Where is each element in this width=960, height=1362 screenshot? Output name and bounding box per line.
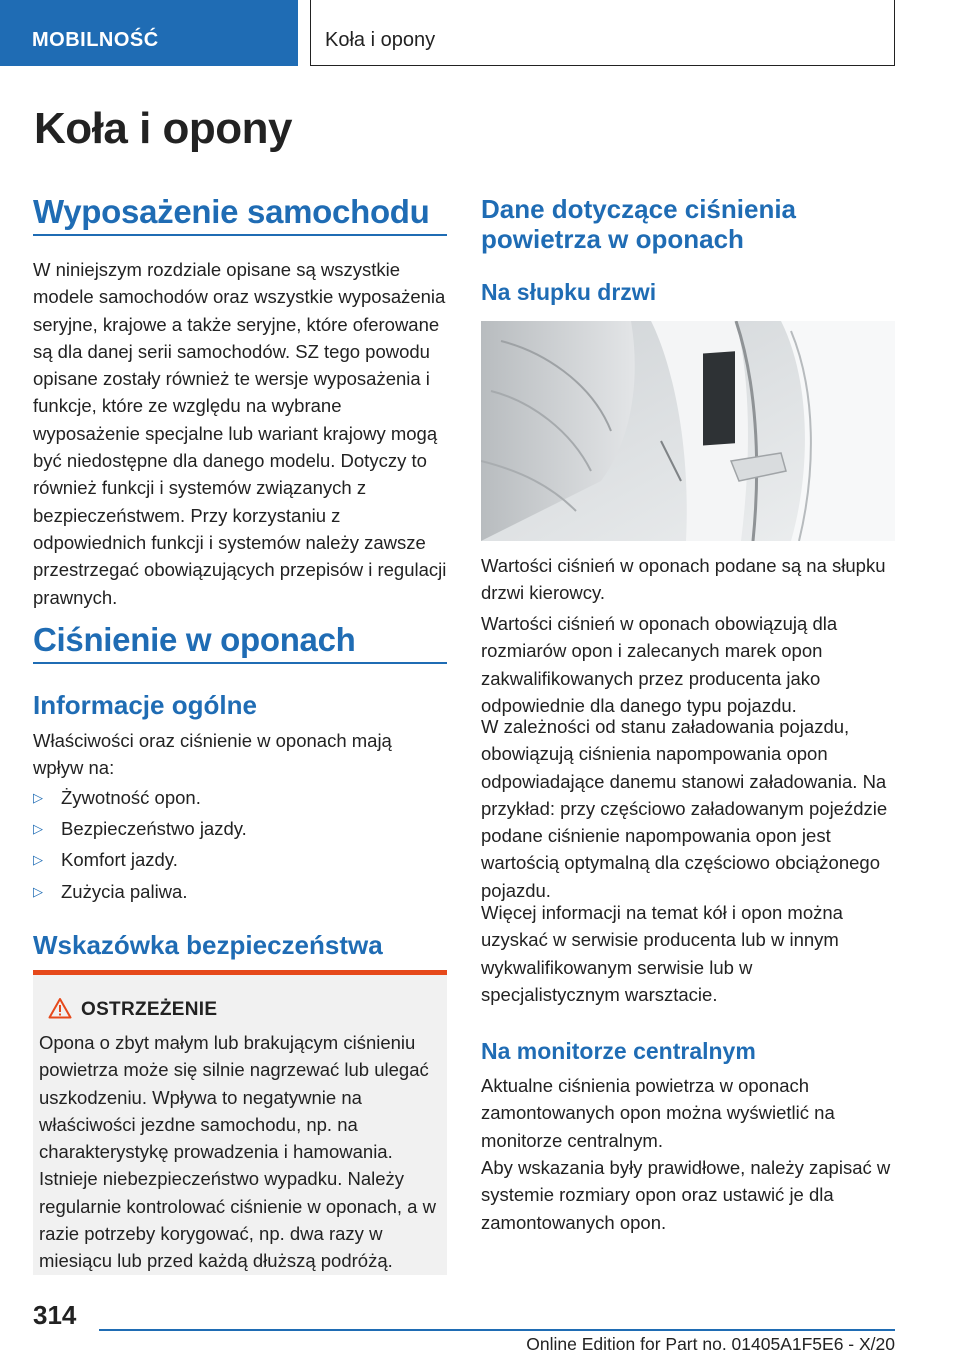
- edition-text: Online Edition for Part no. 01405A1F5E6 - X/20: [526, 1334, 895, 1354]
- page-title: Koła i opony: [34, 104, 292, 153]
- pressure-heading: Ciśnienie w oponach: [33, 621, 356, 658]
- triangle-bullet-icon: ▷: [33, 790, 43, 805]
- section-tab[interactable]: MOBILNOŚĆ: [0, 0, 298, 66]
- triangle-bullet-icon: ▷: [33, 852, 43, 867]
- pillar-text-3: W zależności od stanu załadowania pojazdu, obowiązują ciśnienia napompowania opon odpowiadające danemu stanowi załadowania. Na przykład: przy częściowo załadowanym pojeździe podane ciśnienie napompowania opon jest wartością optymalną dla częściowo obciążonego pojazdu.: [481, 716, 888, 901]
- safety-heading: Wskazówka bezpieczeństwa: [33, 930, 383, 960]
- pillar-text-2: Wartości ciśnień w oponach obowiązują dla rozmiarów opon i zalecanych marek opon zakwalifikowanych przez producenta jako odpowiednie dla danego typu pojazdu.: [481, 613, 838, 716]
- footer-rule: [99, 1329, 895, 1331]
- pressure-rule: [33, 662, 447, 664]
- list-item: ▷ Komfort jazdy.: [33, 846, 447, 874]
- equipment-heading: Wyposażenie samochodu: [33, 193, 430, 230]
- tire-pressure-data-heading: Dane dotyczące ciśnienia powietrza w oponach: [481, 194, 797, 254]
- equipment-rule: [33, 234, 447, 236]
- list-item: ▷ Żywotność opon.: [33, 784, 447, 812]
- monitor-text-2: Aby wskazania były prawidłowe, należy zapisać w systemie rozmiary opon oraz ustawić je dla zamontowanych opon.: [481, 1157, 891, 1233]
- triangle-bullet-icon: ▷: [33, 884, 43, 899]
- central-monitor-heading: Na monitorze centralnym: [481, 1038, 756, 1064]
- general-info-intro: Właściwości oraz ciśnienie w oponach mają wpływ na:: [33, 730, 392, 779]
- list-item: ▷ Bezpieczeństwo jazdy.: [33, 815, 447, 843]
- monitor-text-1: Aktualne ciśnienia powietrza w oponach zamontowanych opon można wyświetlić na monitorze centralnym.: [481, 1075, 835, 1151]
- door-pillar-image: [481, 321, 895, 541]
- pillar-text-4: Więcej informacji na temat kół i opon można uzyskać w serwisie producenta lub w innym wykwalifikowanym serwisie lub w specjalistycznym warsztacie.: [481, 902, 843, 1005]
- warning-triangle-icon: [48, 997, 72, 1019]
- equipment-text: W niniejszym rozdziale opisane są wszystkie modele samochodów oraz wszystkie wyposażenia seryjne, krajowe a także seryjne, które oferowane są dla danej serii samochodów. SZ tego powodu opisane zostały również te wersje wyposażenia i funkcje, które ze względu na wybrane wyposażenie specjalne lub wariant krajowy mogą być niedostępne dla danego modelu. Dotyczy to również funkcji i systemów związanych z bezpieczeństwem. Przy korzystaniu z odpowiednich funkcji i systemów należy zawsze przestrzegać obowiązujących przepisów i regulacji prawnych.: [33, 259, 447, 608]
- pillar-text-1: Wartości ciśnień w oponach podane są na słupku drzwi kierowcy.: [481, 555, 886, 604]
- general-info-heading: Informacje ogólne: [33, 690, 257, 720]
- door-pillar-heading: Na słupku drzwi: [481, 279, 657, 305]
- page-number: 314: [33, 1300, 77, 1330]
- list-item: ▷ Zużycia paliwa.: [33, 878, 447, 906]
- triangle-bullet-icon: ▷: [33, 821, 43, 836]
- warning-text: Opona o zbyt małym lub brakującym ciśnieniu powietrza może się silnie nagrzewać lub ulegać uszkodzeniu. Wpływa to negatywnie na właściwości jezdne samochodu, np. na charakterystykę prowadzenia i hamowania. Istnieje niebezpieczeństwo wypadku. Należy regularnie kontrolować ciśnienie w oponach, a w razie potrzeby korygować, np. dwa razy w miesiącu lub przed każdą dłuższą podróżą.: [39, 1032, 436, 1272]
- warning-box: [33, 975, 447, 1275]
- chapter-title-box: Koła i opony: [310, 0, 895, 66]
- warning-label: OSTRZEŻENIE: [81, 999, 218, 1020]
